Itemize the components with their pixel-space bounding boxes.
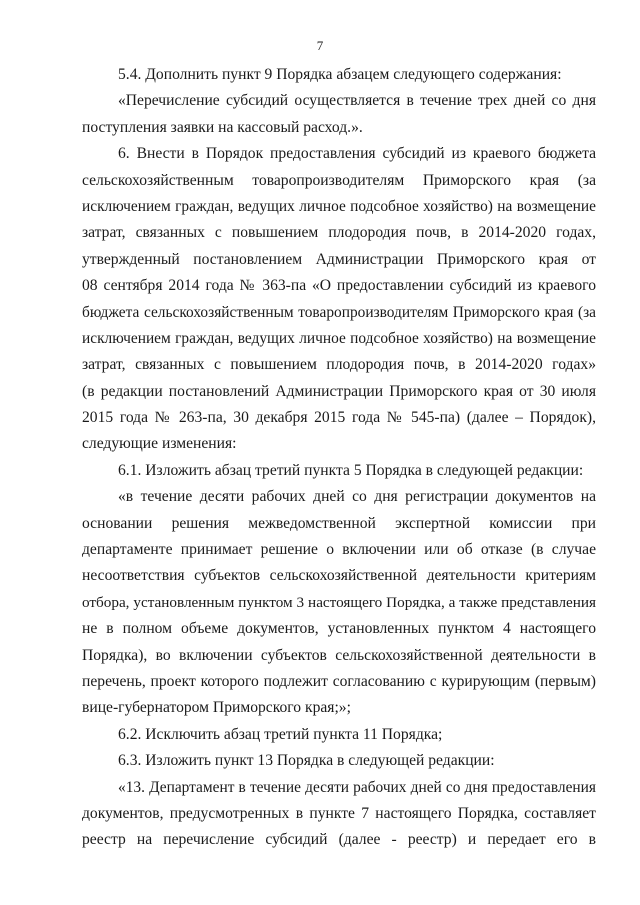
text-line: сельскохозяйственным товаропроизводителям Приморского края (за <box>82 171 596 189</box>
text-line: документов, предусмотренных в пункте 7 настоящего Порядка, составляет <box>82 804 596 822</box>
text-line: поступления заявки на кассовый расход.». <box>82 118 363 136</box>
page-number: 7 <box>316 38 324 53</box>
text-line: департаменте принимает решение о включении или об отказе (в случае <box>82 541 596 559</box>
text-line: «13. Департамент в течение десяти рабочих дней со дня предоставления <box>118 778 596 796</box>
text-line: затрат, связанных с повышением плодородия почв, в 2014-2020 годах» <box>82 356 596 374</box>
text-line: Порядка), во включении субъектов сельскохозяйственной деятельности в <box>82 646 596 664</box>
text-line: 2015 года № 263-па, 30 декабря 2015 года № 545-па) (далее – Порядок), <box>82 409 596 427</box>
text-line: (в редакции постановлений Администрации Приморского края от 30 июля <box>82 382 596 400</box>
text-line: несоответствия субъектов сельскохозяйственной деятельности критериям <box>82 567 596 585</box>
text-line: исключением граждан, ведущих личное подсобное хозяйство) на возмещение <box>82 197 596 215</box>
text-line: бюджета сельскохозяйственным товаропроизводителям Приморского края (за <box>82 303 596 321</box>
text-line: перечень, проект которого подлежит согласованию с курирующим (первым) <box>82 672 596 690</box>
text-line: исключением граждан, ведущих личное подсобное хозяйство) на возмещение <box>82 329 596 347</box>
text-line: 6.3. Изложить пункт 13 Порядка в следующей редакции: <box>118 752 495 770</box>
text-line: основании решения межведомственной экспертной комиссии при <box>82 514 596 532</box>
text-line: «Перечисление субсидий осуществляется в течение трех дней со дня <box>118 92 596 110</box>
text-line: не в полном объеме документов, установленных пунктом 4 настоящего <box>82 620 596 638</box>
text-line: «в течение десяти рабочих дней со дня регистрации документов на <box>118 488 596 506</box>
text-line: реестр на перечисление субсидий (далее - реестр) и передает его в <box>82 831 596 849</box>
text-line: 6. Внести в Порядок предоставления субсидий из краевого бюджета <box>118 145 596 163</box>
text-line: 6.1. Изложить абзац третий пункта 5 Порядка в следующей редакции: <box>118 461 584 479</box>
text-line: 6.2. Исключить абзац третий пункта 11 Порядка; <box>118 725 443 743</box>
text-line: отбора, установленным пунктом 3 настоящего Порядка, а также представления <box>82 593 596 611</box>
text-line: утвержденный постановлением Администрации Приморского края от <box>82 250 596 268</box>
text-line: вице-губернатором Приморского края;»; <box>82 699 351 717</box>
text-line: 08 сентября 2014 года № 363-па «О предоставлении субсидий из краевого <box>82 277 596 295</box>
text-line: 5.4. Дополнить пункт 9 Порядка абзацем следующего содержания: <box>118 66 562 83</box>
document-body <box>82 62 596 854</box>
text-line: затрат, связанных с повышением плодородия почв, в 2014-2020 годах, <box>82 224 596 242</box>
text-line: следующие изменения: <box>82 435 237 453</box>
